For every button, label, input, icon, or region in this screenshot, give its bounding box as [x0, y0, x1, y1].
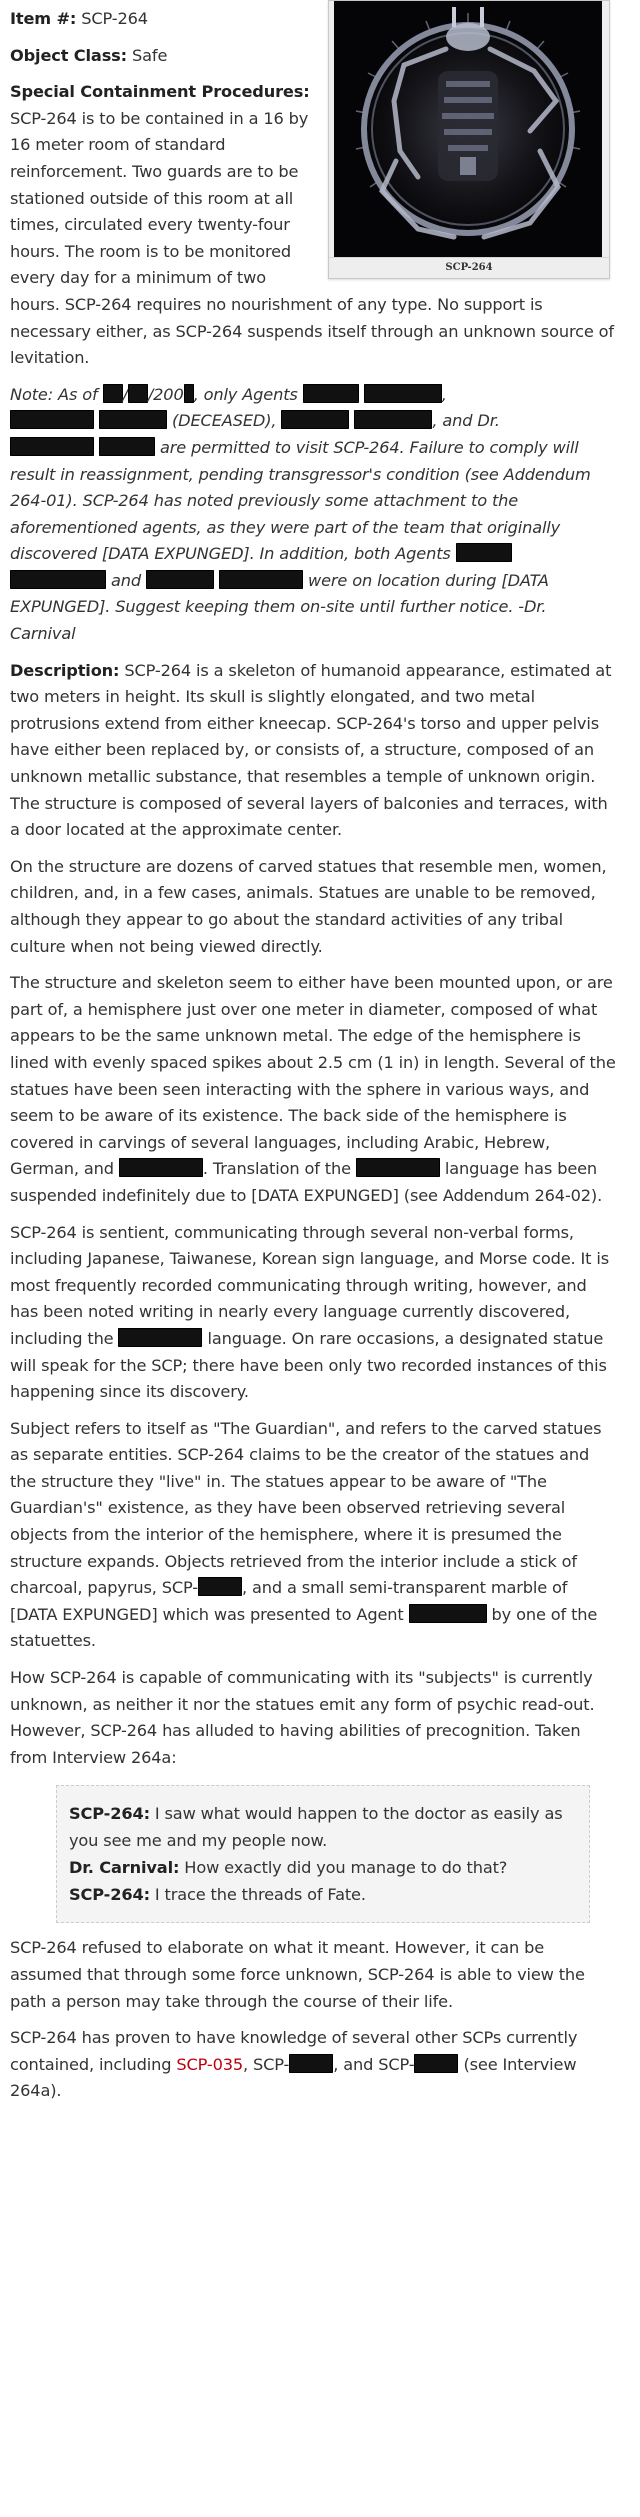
note-text-part: are permitted to visit SCP-264. Failure to comply will result in reassignment, pending transgressor's condition (see Addendum 264-01). SCP-264 has noted previously some attachment to the aforementioned agents, as they were part of the team that originally discovered [DATA EXPUNGED]. In addition, both Agents — [10, 437, 591, 564]
paragraph-text: . Translation of the — [202, 1159, 356, 1179]
redaction-bar — [198, 1577, 242, 1596]
interview-line — [69, 1881, 577, 1908]
redaction-bar — [10, 437, 94, 456]
paragraph-text: , and SCP- — [333, 2054, 415, 2074]
redaction-bar — [184, 384, 194, 403]
paragraph-text: language. On rare occasions, a designated statue will speak for the SCP; there have been only two recorded instances of this happening since its discovery. — [10, 1328, 607, 1402]
paragraph-text: (see Interview 264a). — [10, 2054, 577, 2101]
redaction-bar — [303, 384, 359, 403]
interview-speaker: SCP-264: — [69, 1804, 150, 1824]
image-caption: SCP-264 — [329, 257, 609, 278]
note-text-part: /200 — [147, 384, 184, 404]
item-number-value: SCP-264 — [81, 9, 148, 28]
interview-speaker: SCP-264: — [69, 1885, 150, 1905]
note-text-part: and — [106, 570, 146, 590]
note-text-part: Note: As of — [10, 384, 103, 404]
redaction-bar — [119, 1158, 203, 1177]
redaction-bar — [414, 2054, 458, 2073]
interview-blockquote — [56, 1785, 590, 1923]
paragraph-text: , SCP- — [243, 2054, 290, 2074]
after-interview-paragraph: SCP-264 refused to elaborate on what it meant. However, it can be assumed that through some force unknown, SCP-264 is able to view the path a person may take through the course of their life. — [10, 1938, 585, 2011]
interview-line — [69, 1800, 577, 1854]
image-block — [328, 0, 610, 279]
skeleton-sphere-illustration-icon — [334, 1, 602, 257]
containment-text: SCP-264 is to be contained in a 16 by 16 meter room of standard reinforcement. Two guards are to be stationed outside of this room at all times, circulated every twenty-four hours. The room is to be monitored every day for a minimum of two hours. SCP-264 requires no nourishment of any type. No support is necessary either, as SCP-264 suspends itself through an unknown source of levitation. — [10, 108, 614, 368]
scp-264-image[interactable] — [334, 1, 602, 257]
redaction-bar — [219, 570, 303, 589]
note-text-part: (DECEASED), — [167, 411, 282, 431]
redaction-bar — [10, 410, 94, 429]
paragraph-text: by one of the statuettes. — [10, 1604, 598, 1651]
description-label: Description: — [10, 660, 120, 680]
note-text-part: , and Dr. — [432, 411, 500, 431]
note-text-part: , only Agents — [193, 384, 303, 404]
paragraph-text: SCP-264 is sentient, communicating through several non-verbal forms, including Japanese, Taiwanese, Korean sign language, and Morse code. It is most frequently recorded communicating through writing, however, and has been noted writing in nearly every language currently discovered, including the — [10, 1222, 609, 1348]
note-text-part — [359, 385, 364, 404]
paragraph-text: Subject refers to itself as "The Guardian", and refers to the carved statues as separate entities. SCP-264 claims to be the creator of the statues and the structure they "live" in. The statues appear to be aware of "The Guardian's" existence, as they have been observed retrieving several objects from the interior of the hemisphere, where it is presumed the structure expands. Objects retrieved from the interior include a stick of charcoal, papyrus, SCP- — [10, 1418, 602, 1598]
redaction-bar — [409, 1604, 487, 1623]
description-paragraph-5 — [10, 1416, 616, 1655]
redaction-bar — [146, 570, 214, 589]
redaction-bar — [364, 384, 442, 403]
redaction-bar — [456, 543, 512, 562]
description-text: SCP-264 is a skeleton of humanoid appearance, estimated at two meters in height. Its skull is slightly elongated, and two metal protrusions extend from either kneecap. SCP-264's torso and upper pelvis have either been replaced by, or consists of, a structure, composed of an unknown metallic substance, that resembles a temple of unknown origin. The structure is composed of several layers of balconies and terraces, with a door located at the approximate center. — [10, 660, 612, 840]
redaction-bar — [118, 1328, 202, 1347]
description-paragraph-6: How SCP-264 is capable of communicating with its "subjects" is currently unknown, as neither it nor the statues emit any form of psychic read-out. However, SCP-264 has alluded to having abilities of precognition. Taken from Interview 264a: — [10, 1668, 595, 1767]
description-paragraph-1 — [10, 658, 616, 844]
paragraph-text: The structure and skeleton seem to either have been mounted upon, or are part of, a hemisphere just over one meter in diameter, composed of what appears to be the same unknown metal. The edge of the hemisphere is lined with evenly spaced spikes about 2.5 cm (1 in) in length. Several of the statues have been seen interacting with the sphere in various ways, and seem to be aware of its existence. The back side of the hemisphere is covered in carvings of several languages, including Arabic, Hebrew, German, and — [10, 973, 616, 1179]
note-paragraph — [10, 382, 616, 648]
redaction-bar — [356, 1158, 440, 1177]
interview-speaker: Dr. Carnival: — [69, 1858, 180, 1878]
interview-line — [69, 1854, 577, 1881]
redaction-bar — [289, 2054, 333, 2073]
paragraph-text: SCP-264 has proven to have knowledge of several other SCPs currently contained, including — [10, 2028, 578, 2074]
object-class-label: Object Class: — [10, 45, 127, 65]
description-paragraph-4 — [10, 1220, 616, 1406]
note-text-part: , — [441, 384, 447, 404]
interview-text: I saw what would happen to the doctor as easily as you see me and my people now. — [69, 1804, 563, 1851]
note-text-part: / — [122, 384, 128, 404]
redaction-bar — [10, 570, 106, 589]
redaction-bar — [99, 410, 167, 429]
redaction-bar — [99, 437, 155, 456]
description-paragraph-2: On the structure are dozens of carved statues that resemble men, women, children, and, in a few cases, animals. Statues are unable to be removed, although they appear to go about the standard activities of any tribal culture when not being viewed directly. — [10, 856, 607, 956]
interview-text: I trace the threads of Fate. — [149, 1885, 366, 1905]
paragraph-text: language has been suspended indefinitely due to [DATA EXPUNGED] (see Addendum 264-02). — [10, 1159, 603, 1205]
redaction-bar — [281, 410, 349, 429]
description-paragraph-3 — [10, 970, 616, 1209]
redaction-bar — [354, 410, 432, 429]
scp-035-link[interactable]: SCP-035 — [176, 2054, 244, 2074]
containment-label: Special Containment Procedures: — [10, 82, 310, 102]
redaction-bar — [103, 384, 123, 403]
item-number-label: Item #: — [10, 9, 77, 28]
note-text — [10, 385, 591, 643]
object-class-value: Safe — [132, 45, 168, 65]
interview-text: How exactly did you manage to do that? — [179, 1858, 508, 1878]
known-scps-paragraph — [10, 2025, 616, 2105]
note-text-part: were on location during [DATA EXPUNGED]. Suggest keeping them on-site until further notice. -Dr. Carnival — [10, 570, 549, 644]
redaction-bar — [128, 384, 148, 403]
paragraph-text: , and a small semi-transparent marble of [DATA EXPUNGED] which was presented to Agent — [10, 1578, 568, 1624]
